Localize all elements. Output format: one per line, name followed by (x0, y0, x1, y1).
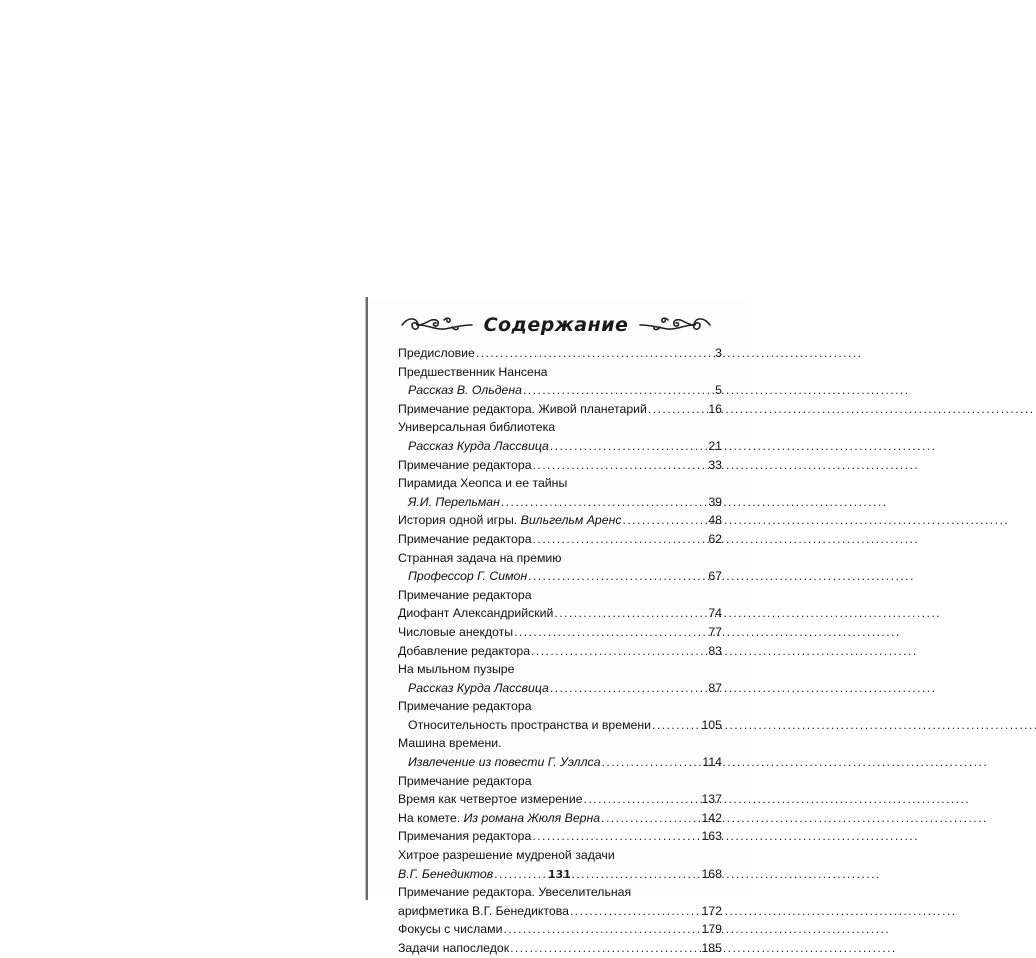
toc-entry (398, 660, 722, 679)
toc-entry-text: На мыльном пузыре (398, 662, 515, 677)
toc-entry (398, 567, 722, 586)
dot-leader (514, 623, 707, 642)
dot-leader (554, 604, 707, 623)
toc-entry (398, 437, 722, 456)
toc-page-number: 137 (701, 792, 722, 807)
toc-entry-title (398, 809, 600, 828)
toc-entry-text: Примечание редактора. Увеселительная (398, 885, 632, 900)
toc-entry-title (398, 660, 514, 679)
toc-page-number: 5 (715, 383, 722, 398)
dot-leader (601, 809, 700, 828)
book-page (366, 297, 748, 955)
toc-entry-title (398, 883, 631, 902)
toc-entry-title (408, 679, 549, 698)
toc-entry (398, 511, 722, 530)
toc-entry-title (398, 846, 615, 865)
toc-entry-text: Добавление редактора (398, 643, 531, 658)
toc-page-number: 172 (701, 903, 722, 918)
toc-entry-text: Примечание редактора (398, 773, 532, 788)
toc-entry (398, 474, 722, 493)
toc-entry-text: Относительность пространства и времени (408, 717, 652, 732)
toc-entry (398, 400, 722, 419)
toc-entry-title (398, 363, 548, 382)
toc-page-number: 163 (701, 829, 722, 844)
toc-entry-text: Задачи напоследок (398, 941, 510, 955)
toc-entry-text: Числовые анекдоты (398, 624, 514, 639)
dot-leader (648, 400, 707, 419)
toc-entry (398, 846, 722, 865)
toc-entry-title (398, 586, 532, 605)
toc-entry (398, 734, 722, 753)
toc-entry-author: Профессор Г. Симон (408, 569, 528, 584)
dot-leader (550, 437, 707, 456)
dot-leader (528, 567, 707, 586)
toc-entry-title (398, 604, 553, 623)
toc-entry-title (398, 790, 583, 809)
toc-entry-text: Хитрое разрешение мудреной задачи (398, 848, 615, 863)
toc-entry-text: Предшественник Нансена (398, 364, 548, 379)
toc-entry-text: На комете. (398, 810, 461, 825)
toc-page-number: 21 (708, 438, 722, 453)
toc-entry-author: Вильгельм Аренс (520, 513, 622, 528)
toc-entry-text: Диофант Александрийский (398, 606, 554, 621)
toc-page-number: 67 (708, 569, 722, 584)
toc-page-number: 74 (708, 606, 722, 621)
toc-page-number: 33 (708, 457, 722, 472)
dot-leader (503, 920, 700, 939)
toc-entry-title (398, 734, 502, 753)
toc-entry-title (398, 344, 475, 363)
toc-entry (398, 381, 722, 400)
toc-entry (398, 642, 722, 661)
dot-leader (533, 530, 708, 549)
toc-entry-title (398, 865, 493, 884)
toc-entry (398, 530, 722, 549)
dot-leader (510, 939, 700, 958)
toc-entry-title (408, 753, 601, 772)
dot-leader (476, 344, 714, 363)
toc-entry-text: Примечание редактора (398, 699, 532, 714)
toc-entry (398, 586, 722, 605)
dot-leader (584, 790, 701, 809)
toc-entry-text: Примечания редактора (398, 829, 532, 844)
toc-entry-text: Примечание редактора. Живой планетарий (398, 401, 647, 416)
toc-entry (398, 418, 722, 437)
toc-entry (398, 679, 722, 698)
toc-entry-text: Время как четвертое измерение (398, 792, 583, 807)
toc-entry (398, 344, 722, 363)
toc-entry-text: арифметика В.Г. Бенедиктова (398, 903, 569, 918)
toc-entry-title (398, 474, 567, 493)
toc-entry-text: Предисловие (398, 346, 475, 360)
toc-entry-text: Примечание редактора (398, 531, 532, 546)
toc-entry-text: Машина времени. (398, 736, 502, 751)
toc-entry-title (408, 437, 549, 456)
toc-entry-text: Пирамида Хеопса и ее тайны (398, 476, 568, 491)
toc-page-number: 105 (701, 717, 722, 732)
toc-entry-author: Из романа Жюля Верна (463, 810, 601, 825)
toc-entry-title (398, 418, 555, 437)
dot-leader (602, 753, 702, 772)
toc-entry (398, 883, 722, 902)
toc-entry-title (398, 902, 569, 921)
toc-entry-author: Рассказ Курда Лассвица (408, 680, 549, 695)
toc-entry (398, 456, 722, 475)
toc-entry-title (408, 567, 527, 586)
toc-entry-author: В.Г. Бенедиктов (398, 866, 494, 881)
toc-entry (398, 809, 722, 828)
toc-entry-title (398, 827, 531, 846)
toc-entry-author: Извлечение из повести Г. Уэллса (408, 755, 601, 770)
left-flourish-icon (400, 314, 474, 336)
toc-entry (398, 827, 722, 846)
toc-entry (398, 772, 722, 791)
toc-entry (398, 790, 722, 809)
toc-entry (398, 902, 722, 921)
toc-page-number: 87 (708, 680, 722, 695)
toc-entry-author: Рассказ В. Ольдена (408, 383, 522, 398)
toc-entry-title (398, 642, 530, 661)
dot-leader (523, 381, 714, 400)
toc-entry-title (408, 716, 651, 735)
toc-page-number: 3 (715, 346, 722, 360)
toc-entry-text: Универсальная библиотека (398, 420, 556, 435)
toc-entry (398, 920, 722, 939)
toc-entry (398, 697, 722, 716)
toc-entry-title (398, 623, 513, 642)
toc-entry-title (408, 493, 500, 512)
toc-entry-title (398, 530, 532, 549)
dot-leader (622, 511, 707, 530)
dot-leader (532, 827, 700, 846)
toc-page-number: 16 (708, 401, 722, 416)
toc-entry-text: Примечание редактора (398, 457, 532, 472)
toc-entry (398, 493, 722, 512)
dot-leader (494, 865, 700, 884)
toc-page-number: 48 (708, 513, 722, 528)
dot-leader (652, 716, 700, 735)
toc-entry-text: Примечание редактора (398, 587, 532, 602)
toc-entry (398, 716, 722, 735)
dot-leader (501, 493, 707, 512)
dot-leader (531, 642, 707, 661)
toc-entry (398, 604, 722, 623)
toc-entry-title (398, 939, 509, 958)
toc-entry-title (398, 400, 647, 419)
toc-page-number: 142 (701, 810, 722, 825)
contents-title: Содержание (483, 314, 629, 336)
table-of-contents (398, 344, 722, 958)
contents-heading (416, 307, 696, 343)
toc-entry (398, 753, 722, 772)
toc-page-number: 83 (708, 643, 722, 658)
toc-page-number: 179 (701, 922, 722, 937)
page-number: 131 (548, 868, 571, 881)
toc-entry-title (398, 549, 562, 568)
toc-entry-text: Странная задача на премию (398, 550, 562, 565)
toc-page-number: 39 (708, 494, 722, 509)
toc-page-number: 114 (702, 755, 722, 770)
right-flourish-icon (638, 314, 712, 336)
toc-entry-text: Фокусы с числами (398, 922, 503, 937)
toc-entry-author: Я.И. Перельман (408, 494, 500, 509)
toc-entry-title (408, 381, 522, 400)
toc-entry-title (398, 456, 532, 475)
toc-page-number: 185 (701, 941, 722, 955)
toc-entry (398, 363, 722, 382)
dot-leader (570, 902, 701, 921)
toc-entry (398, 623, 722, 642)
toc-entry-author: Рассказ Курда Лассвица (408, 438, 549, 453)
toc-entry-text: История одной игры. (398, 513, 518, 528)
toc-page-number: 62 (708, 531, 722, 546)
toc-entry-title (398, 920, 502, 939)
toc-entry-title (398, 511, 621, 530)
toc-page-number: 168 (701, 866, 722, 881)
toc-entry (398, 939, 722, 958)
dot-leader (533, 456, 708, 475)
toc-entry-title (398, 697, 532, 716)
toc-page-number: 77 (708, 624, 722, 639)
toc-entry (398, 549, 722, 568)
toc-entry-title (398, 772, 532, 791)
dot-leader (550, 679, 707, 698)
